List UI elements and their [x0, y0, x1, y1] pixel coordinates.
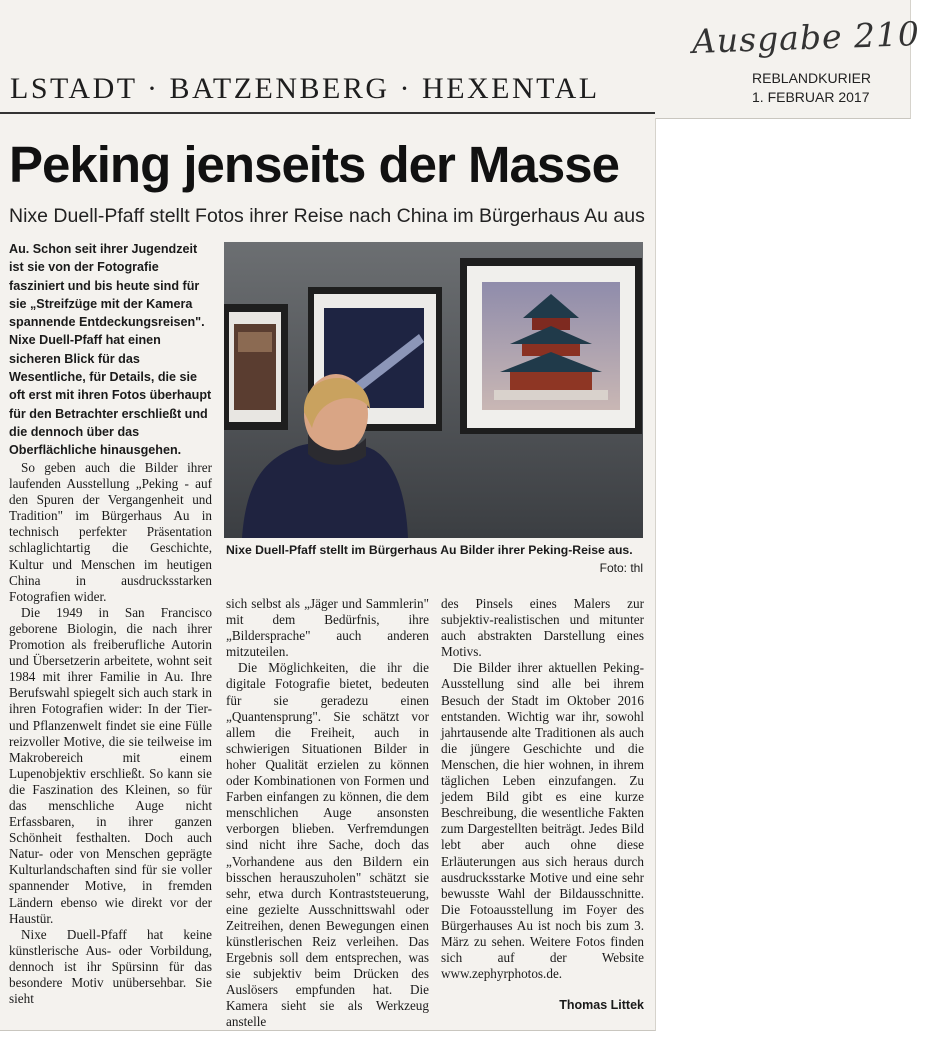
newspaper-name: REBLANDKURIER: [752, 70, 872, 86]
paragraph: So geben auch die Bilder ihrer laufenden Ausstellung „Peking - auf den Spuren der Vergangenheit und Tradition" im Bürgerhaus Au in technisch perfekter Präsentation schlaglichtartig die Geschichte, Kultur und Menschen im heutigen China in ausdrucksstarken Fotografien wider.: [9, 460, 212, 604]
header-rule: [0, 112, 655, 114]
publication-date: 1. FEBRUAR 2017: [752, 89, 870, 105]
handwritten-issue-note: Ausgabe 210: [691, 14, 921, 61]
paragraph: Nixe Duell-Pfaff hat keine künstlerische Aus- oder Vorbildung, dennoch ist ihr Spürsinn für das besondere Motiv unübersehbar. Sie sieht: [9, 926, 212, 1007]
article-column-2: [226, 596, 429, 1031]
article-photo: [224, 242, 643, 538]
paragraph: sich selbst als „Jäger und Sammlerin" mit dem Bedürfnis, ihre „Bildersprache" auch anderen mitzuteilen.: [226, 596, 429, 660]
photo-credit: Foto: thl: [599, 561, 643, 575]
paragraph: Die Möglichkeiten, die ihr die digitale Fotografie bietet, bedeuten für sie geradezu einen „Quantensprung". Sie schätzt vor allem die Freiheit, auch in schwierigen Situationen Bilder in hoher Qualität erzielen zu können oder Kombinationen von Formen und Farben einfangen zu können, die dem menschlichen Auge ansonsten verborgen blieben. Verfremdungen sind nicht ihre Sache, doch das „Vorhandene aus den Bildern ein bisschen herauszuholen" schätzt sie sehr, etwa durch Kontraststeuerung, eine gezielte Ausschnittswahl oder Zeitreihen, denen Bewegungen einen künstlerischen Reiz verleihen. Das Ergebnis soll dem entsprechen, was sie subjektiv beim Drücken des Auslösers empfunden hat. Die Kamera sieht sie als Werkzeug anstelle: [226, 660, 429, 1030]
article-headline: Peking jenseits der Masse: [9, 136, 619, 193]
photo-caption: Nixe Duell-Pfaff stellt im Bürgerhaus Au Bilder ihrer Peking-Reise aus.: [226, 543, 633, 557]
article-author: Thomas Littek: [559, 998, 644, 1012]
paragraph: Die 1949 in San Francisco geborene Biologin, die nach ihrer Promotion als freiberufliche Autorin und Übersetzerin arbeitete, wohnt seit 1984 mit ihrer Familie in Au. Ihre Berufswahl spiegelt sich auch stark in ihren Fotografien wider: In der Tier- und Pflanzenwelt findet sie eine Fülle reizvoller Motive, die sie teilweise im Makrobereich mit einem Lupenobjektiv erschließt. So kann sie die Faszination des Kleinen, so für das menschliche Auge nicht Erfassbaren, in ihrer ganzen Schönheit festhalten. Doch auch Natur- oder von Menschen geprägte Kulturlandschaften sind für sie voller spannender Motive, in fremden Ländern ebenso wie direkt vor der Haustür.: [9, 604, 212, 926]
article-lead: Au. Schon seit ihrer Jugendzeit ist sie von der Fotografie fasziniert und bis heute sind für sie „Streifzüge mit der Kamera spannende Entdeckungsreisen". Nixe Duell-Pfaff hat einen sicheren Blick für das Wesentliche, für Details, die sie oft erst mit ihren Fotos überhaupt für den Betrachter erschließt und die dennoch über das Oberflächliche hinausgehen.: [9, 242, 212, 458]
frame-right-temple-icon: [460, 258, 642, 434]
article-subheadline: Nixe Duell-Pfaff stellt Fotos ihrer Reise nach China im Bürgerhaus Au aus: [9, 205, 645, 227]
paragraph: Die Bilder ihrer aktuellen Peking-Ausstellung sind alle bei ihrem Besuch der Stadt im Oktober 2016 entstanden. Wichtig war ihr, sowohl jahrtausende alte Traditionen als auch die jüngere Geschichte und die Menschen, die hier wohnen, in ihrem täglichen Leben einzufangen. Zu jedem Bild gibt es eine kurze Beschreibung, die wesentliche Fakten zum Dargestellten beiträgt. Jedes Bild lebt aber auch ohne diese Erläuterungen aus sich heraus durch ausdrucksstarke Motive und eine sehr bewusste Wahl der Bildausschnitte. Die Fotoausstellung im Foyer des Bürgerhauses Au ist noch bis zum 3. März zu sehen. Weitere Fotos finden sich auf der Website www.zephyrphotos.de.: [441, 660, 644, 982]
frame-left-icon: [224, 304, 288, 430]
section-header-towns: LSTADT · BATZENBERG · HEXENTAL: [10, 72, 600, 105]
article-column-3: [441, 596, 644, 982]
article-column-1: [9, 460, 212, 1007]
paragraph: des Pinsels eines Malers zur subjektiv-realistischen und mitunter auch abstrakten Darstellung eines Motivs.: [441, 596, 644, 660]
